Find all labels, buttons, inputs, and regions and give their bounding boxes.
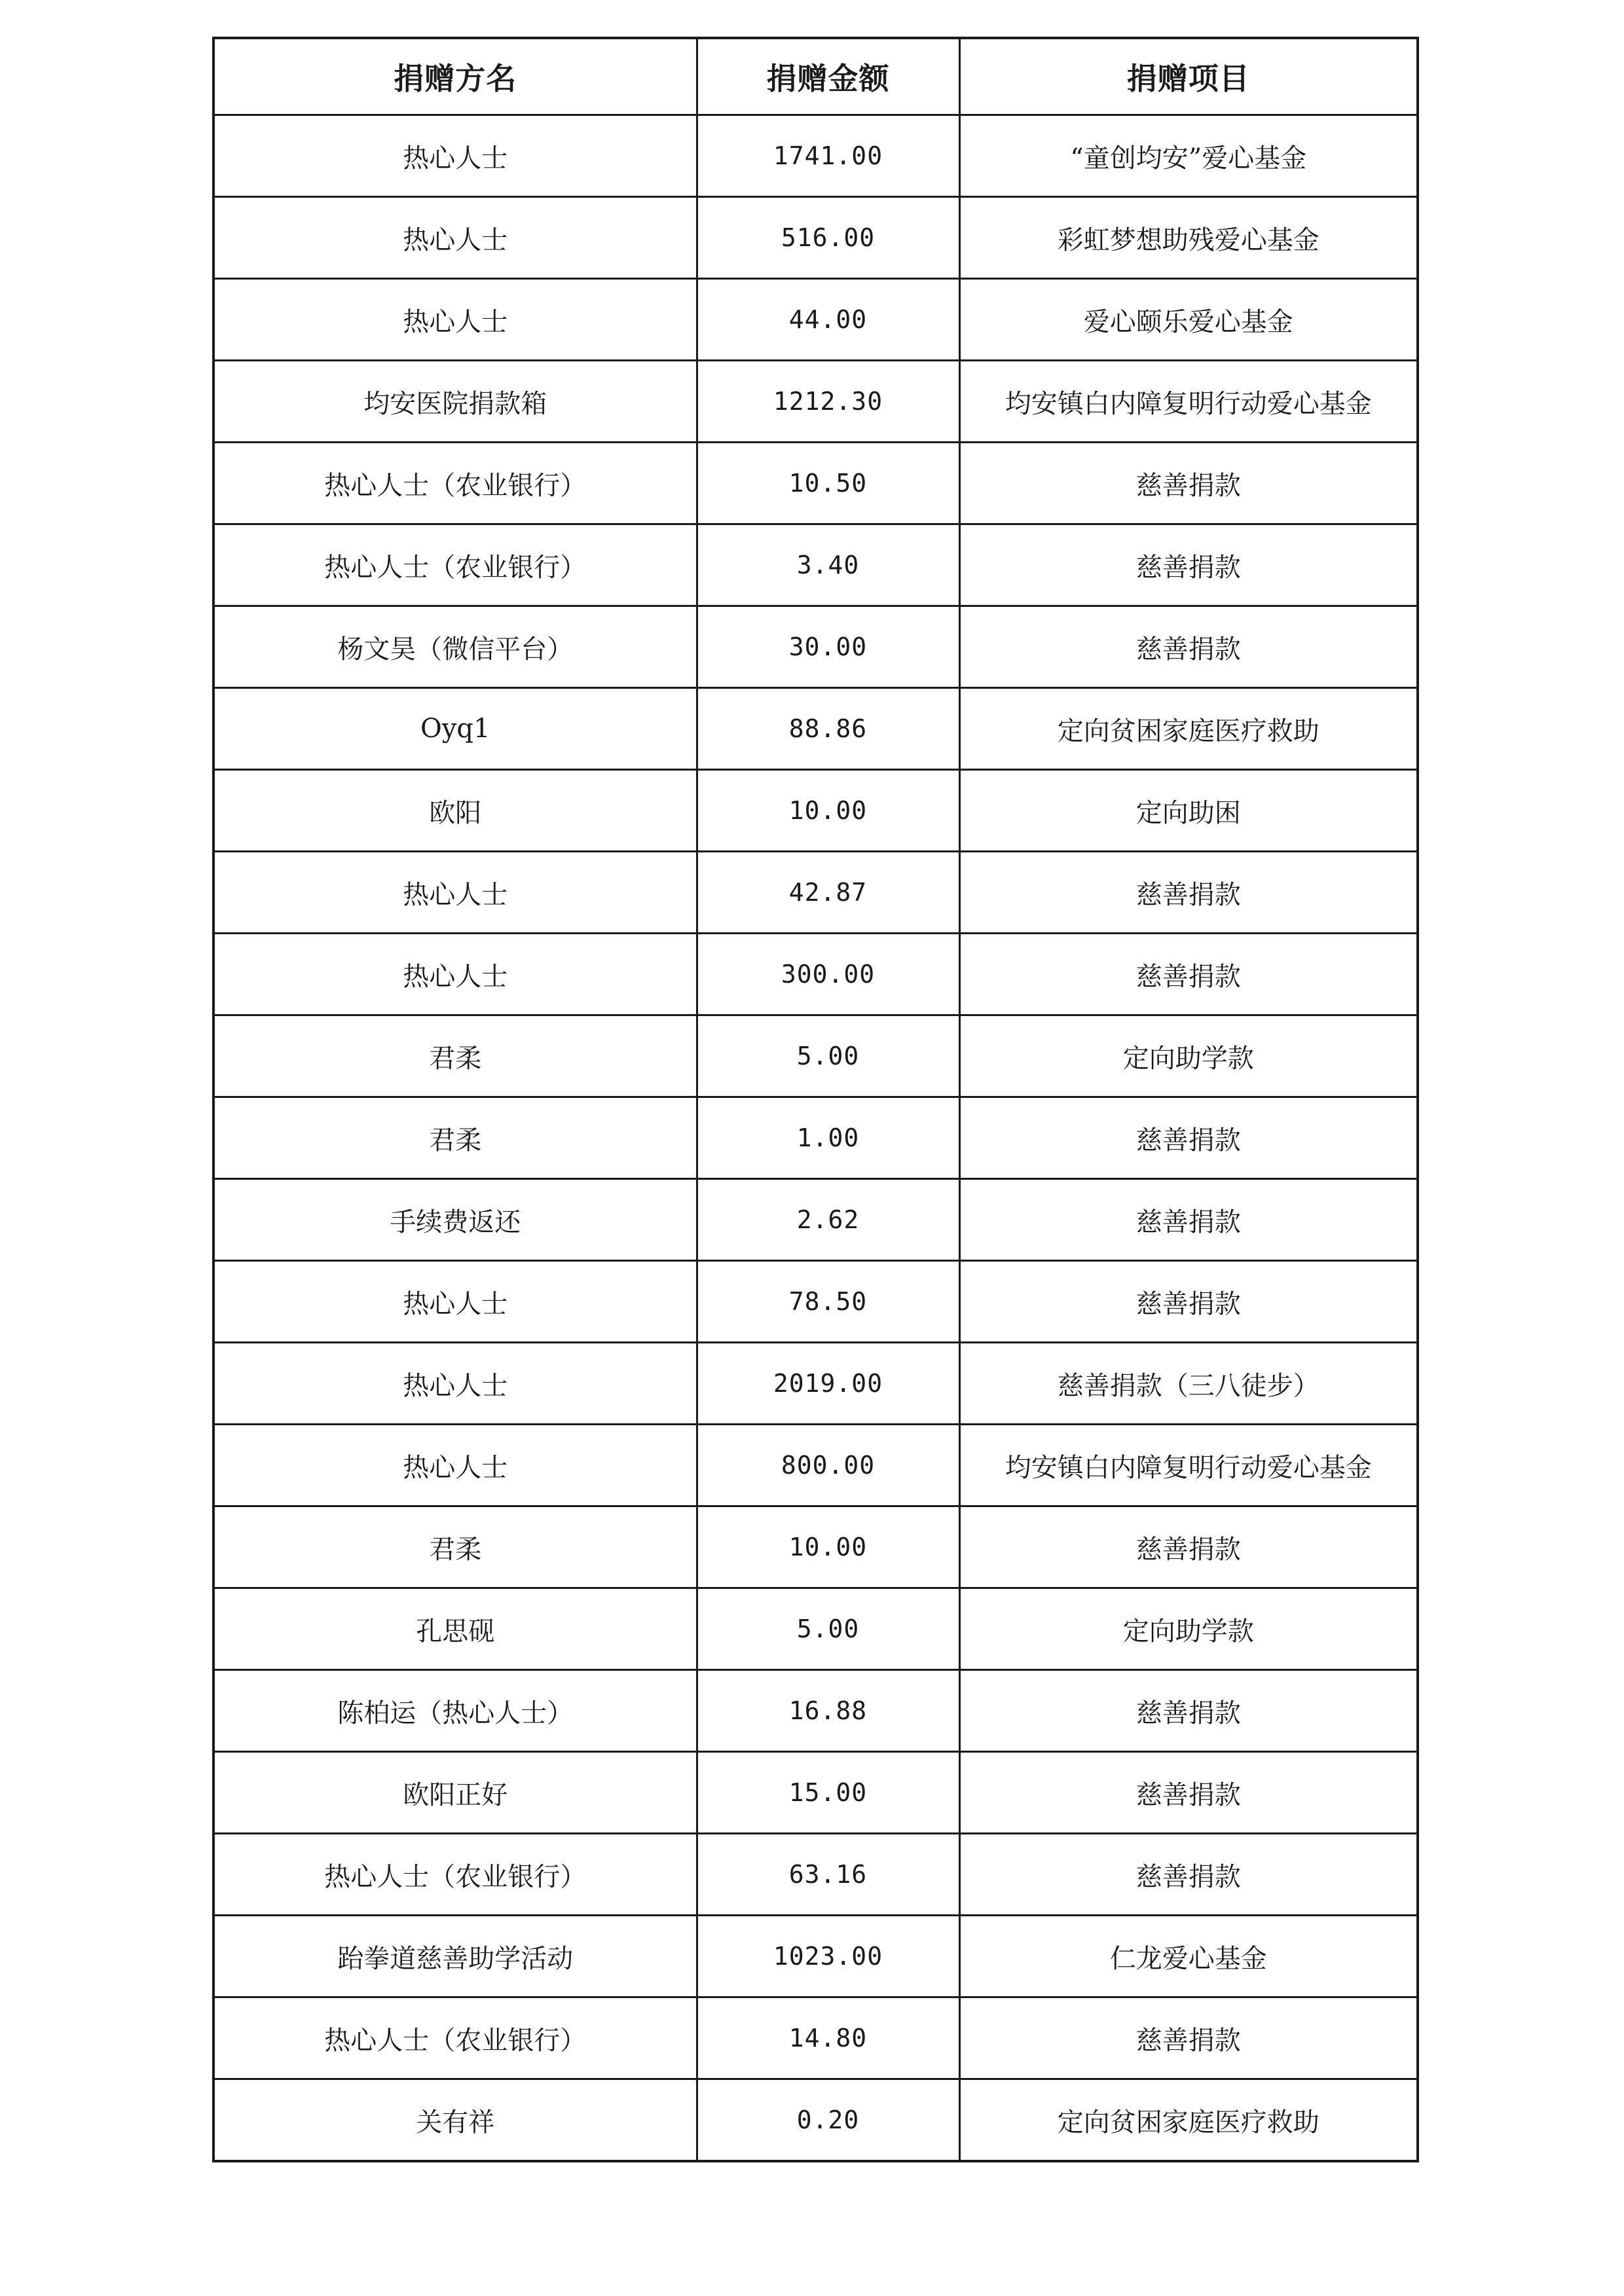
header-row	[213, 38, 1418, 115]
table-row	[213, 1015, 1418, 1097]
donation-project-cell: 均安镇白内障复明行动爱心基金	[959, 361, 1418, 443]
donor-name-cell: 热心人士	[213, 852, 697, 934]
donation-amount-cell: 1741.00	[697, 115, 959, 197]
donor-name-cell: Oyq1	[213, 688, 697, 770]
table-header	[213, 38, 1418, 115]
donation-amount-cell: 2019.00	[697, 1343, 959, 1425]
donation-amount-cell: 0.20	[697, 2079, 959, 2162]
donor-name-cell: 陈柏运（热心人士）	[213, 1670, 697, 1752]
table-row	[213, 524, 1418, 606]
donation-amount-cell: 88.86	[697, 688, 959, 770]
table-row	[213, 1997, 1418, 2079]
donation-project-cell: 彩虹梦想助残爱心基金	[959, 197, 1418, 279]
table-row	[213, 1834, 1418, 1916]
table-row	[213, 688, 1418, 770]
donation-amount-cell: 516.00	[697, 197, 959, 279]
donation-amount-cell: 3.40	[697, 524, 959, 606]
donation-project-cell: 慈善捐款	[959, 934, 1418, 1015]
donor-name-cell: 关有祥	[213, 2079, 697, 2162]
donation-amount-cell: 5.00	[697, 1015, 959, 1097]
donation-project-cell: 慈善捐款	[959, 1997, 1418, 2079]
donor-name-cell: 热心人士（农业银行）	[213, 443, 697, 524]
donation-amount-cell: 14.80	[697, 1997, 959, 2079]
table-row	[213, 361, 1418, 443]
donation-project-cell: 定向助困	[959, 770, 1418, 852]
donation-project-cell: 慈善捐款	[959, 443, 1418, 524]
donation-amount-cell: 10.50	[697, 443, 959, 524]
table-row	[213, 1588, 1418, 1670]
donation-project-cell: 定向贫困家庭医疗救助	[959, 2079, 1418, 2162]
donor-name-cell: 热心人士	[213, 1261, 697, 1343]
donation-project-cell: 慈善捐款	[959, 1506, 1418, 1588]
table-row	[213, 279, 1418, 361]
donor-name-cell: 热心人士	[213, 279, 697, 361]
table-row	[213, 1097, 1418, 1179]
donation-amount-cell: 30.00	[697, 606, 959, 688]
table-row	[213, 115, 1418, 197]
donation-project-cell: 慈善捐款	[959, 1097, 1418, 1179]
donation-project-cell: 慈善捐款	[959, 852, 1418, 934]
donation-project-cell: 爱心颐乐爱心基金	[959, 279, 1418, 361]
table-row	[213, 606, 1418, 688]
donation-project-cell: 定向助学款	[959, 1588, 1418, 1670]
donation-table	[212, 37, 1419, 2162]
donation-project-cell: 慈善捐款	[959, 1261, 1418, 1343]
donor-name-cell: 杨文昊（微信平台）	[213, 606, 697, 688]
donation-project-cell: 慈善捐款	[959, 606, 1418, 688]
donor-name-cell: 君柔	[213, 1015, 697, 1097]
donation-amount-cell: 44.00	[697, 279, 959, 361]
donation-amount-cell: 1212.30	[697, 361, 959, 443]
donation-project-cell: 定向贫困家庭医疗救助	[959, 688, 1418, 770]
table-row	[213, 934, 1418, 1015]
table-row	[213, 1506, 1418, 1588]
donation-project-cell: 慈善捐款	[959, 1179, 1418, 1261]
donor-name-cell: 跆拳道慈善助学活动	[213, 1916, 697, 1997]
donor-name-cell: 均安医院捐款箱	[213, 361, 697, 443]
donor-name-cell: 欧阳正好	[213, 1752, 697, 1834]
header-donation-amount: 捐赠金额	[697, 38, 959, 115]
donation-amount-cell: 1.00	[697, 1097, 959, 1179]
donation-project-cell: 定向助学款	[959, 1015, 1418, 1097]
donation-amount-cell: 15.00	[697, 1752, 959, 1834]
table-row	[213, 2079, 1418, 2162]
donation-amount-cell: 2.62	[697, 1179, 959, 1261]
table-row	[213, 852, 1418, 934]
donor-name-cell: 热心人士	[213, 934, 697, 1015]
donor-name-cell: 热心人士（农业银行）	[213, 1834, 697, 1916]
table-row	[213, 443, 1418, 524]
donation-project-cell: 慈善捐款	[959, 524, 1418, 606]
table-row	[213, 1752, 1418, 1834]
header-donation-project: 捐赠项目	[959, 38, 1418, 115]
donor-name-cell: 君柔	[213, 1097, 697, 1179]
donation-amount-cell: 10.00	[697, 770, 959, 852]
donation-project-cell: 慈善捐款	[959, 1752, 1418, 1834]
donation-amount-cell: 78.50	[697, 1261, 959, 1343]
table-row	[213, 1670, 1418, 1752]
donation-amount-cell: 42.87	[697, 852, 959, 934]
table-row	[213, 1261, 1418, 1343]
donation-amount-cell: 800.00	[697, 1425, 959, 1506]
header-donor-name: 捐赠方名	[213, 38, 697, 115]
donation-amount-cell: 10.00	[697, 1506, 959, 1588]
donation-project-cell: 慈善捐款	[959, 1670, 1418, 1752]
table-row	[213, 1425, 1418, 1506]
table-row	[213, 1916, 1418, 1997]
donation-amount-cell: 63.16	[697, 1834, 959, 1916]
donor-name-cell: 欧阳	[213, 770, 697, 852]
donation-amount-cell: 300.00	[697, 934, 959, 1015]
donor-name-cell: 孔思砚	[213, 1588, 697, 1670]
donation-amount-cell: 1023.00	[697, 1916, 959, 1997]
donation-project-cell: 慈善捐款（三八徒步）	[959, 1343, 1418, 1425]
table-row	[213, 1179, 1418, 1261]
donor-name-cell: 热心人士（农业银行）	[213, 524, 697, 606]
donation-project-cell: 仁龙爱心基金	[959, 1916, 1418, 1997]
donor-name-cell: 热心人士	[213, 115, 697, 197]
table-body	[213, 115, 1418, 2162]
donation-amount-cell: 16.88	[697, 1670, 959, 1752]
donor-name-cell: 热心人士	[213, 197, 697, 279]
donor-name-cell: 热心人士	[213, 1425, 697, 1506]
table-row	[213, 197, 1418, 279]
donor-name-cell: 手续费返还	[213, 1179, 697, 1261]
table-row	[213, 1343, 1418, 1425]
donor-name-cell: 君柔	[213, 1506, 697, 1588]
donor-name-cell: 热心人士（农业银行）	[213, 1997, 697, 2079]
donation-project-cell: 均安镇白内障复明行动爱心基金	[959, 1425, 1418, 1506]
donation-amount-cell: 5.00	[697, 1588, 959, 1670]
donor-name-cell: 热心人士	[213, 1343, 697, 1425]
table-row	[213, 770, 1418, 852]
donation-project-cell: 慈善捐款	[959, 1834, 1418, 1916]
donation-project-cell: “童创均安”爱心基金	[959, 115, 1418, 197]
